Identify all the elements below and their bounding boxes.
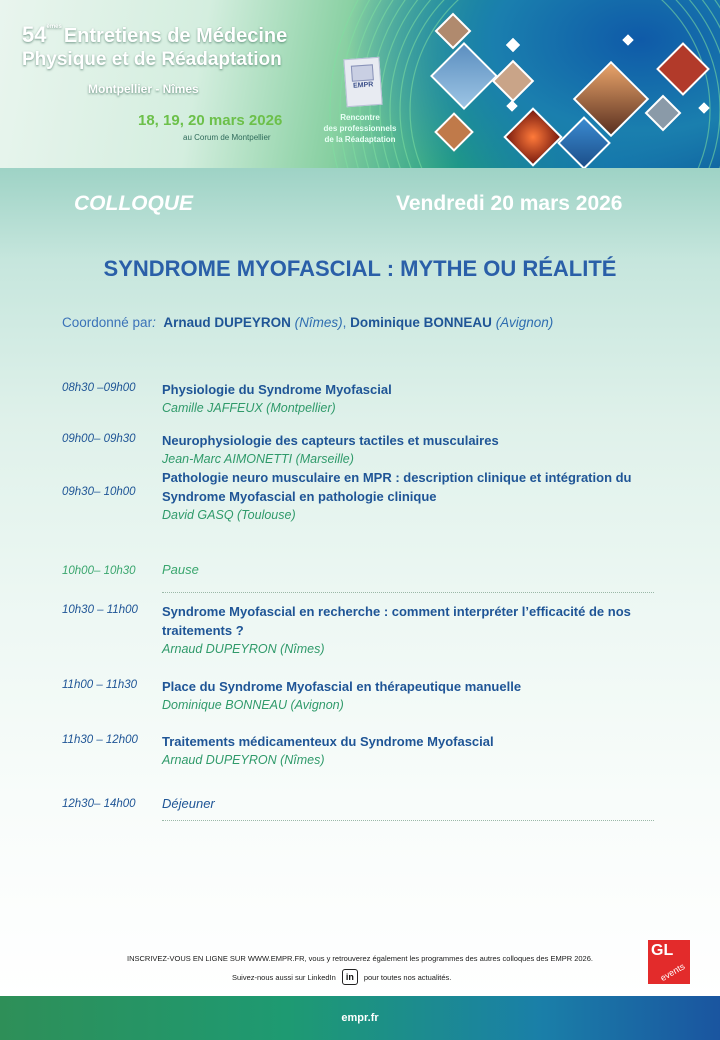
- edition-suffix: èmes: [46, 24, 62, 30]
- talk-title: Physiologie du Syndrome Myofascial: [162, 382, 392, 397]
- gl-events-logo: [648, 940, 690, 984]
- gl-logo-text: GL: [651, 942, 674, 959]
- talk-title: Syndrome Myofascial en recherche : comment interpréter l’efficacité de nos traitements ?: [162, 604, 631, 638]
- rencontre-line3: de la Réadaptation: [324, 135, 396, 144]
- talk-title: Place du Syndrome Myofascial en thérapeutique manuelle: [162, 679, 522, 694]
- slot-time: 09h30– 10h00: [62, 486, 136, 498]
- site-link[interactable]: empr.fr: [341, 1012, 379, 1024]
- pause-label: Pause: [162, 562, 199, 577]
- coordinator-city: (Avignon): [495, 315, 554, 330]
- follow-text: Suivez-nous aussi sur LinkedIn: [232, 972, 336, 982]
- talk-speaker: Dominique BONNEAU (Avignon): [162, 698, 344, 712]
- event-title-line1: [22, 22, 287, 48]
- event-venue: au Corum de Montpellier: [183, 133, 271, 142]
- inscription-notice: INSCRIVEZ-VOUS EN LIGNE SUR WWW.EMPR.FR, vous y retrouverez également les programmes des autres colloques des EMPR 2026.: [127, 954, 593, 963]
- follow-text-end: pour toutes nos actualités.: [363, 972, 452, 982]
- slot-time: 08h30 –09h00: [62, 382, 136, 394]
- logo-building-icon: [351, 64, 374, 81]
- event-city: Montpellier - Nîmes: [88, 82, 199, 96]
- edition-number: 54: [22, 22, 47, 47]
- empr-logo: [343, 57, 382, 107]
- talk-speaker: Jean-Marc AIMONETTI (Marseille): [162, 452, 354, 466]
- header-banner: [0, 0, 720, 168]
- coordinator-name: Arnaud DUPEYRON: [163, 315, 291, 330]
- rencontre-line2: des professionnels: [323, 124, 397, 133]
- lunch-label: Déjeuner: [162, 796, 215, 811]
- coordinators: [62, 315, 553, 330]
- talk-speaker: Camille JAFFEUX (Montpellier): [162, 401, 336, 415]
- slot-time: 11h30 – 12h00: [62, 734, 138, 746]
- talk-speaker: David GASQ (Toulouse): [162, 508, 296, 522]
- event-title-text1: Entretiens de Médecine: [63, 25, 288, 47]
- talk-speaker: Arnaud DUPEYRON (Nîmes): [162, 642, 325, 656]
- coord-prefix: Coordonné par: [62, 315, 153, 330]
- slot-time: 11h00 – 11h30: [62, 679, 138, 691]
- coordinator-city: (Nîmes): [294, 315, 343, 330]
- event-dates: 18, 19, 20 mars 2026: [138, 112, 283, 129]
- linkedin-icon[interactable]: in: [342, 969, 358, 985]
- coordinator-name: Dominique BONNEAU: [350, 315, 492, 330]
- rencontre-tagline: [312, 112, 408, 145]
- follow-line: [232, 969, 451, 985]
- event-title-line2: Physique et de Réadaptation: [22, 49, 282, 70]
- coord-separator: ,: [342, 315, 347, 330]
- slot-time: 09h00– 09h30: [62, 433, 136, 445]
- slot-time: 10h30 – 11h00: [62, 604, 138, 616]
- divider: [162, 820, 654, 821]
- event-title-block: [22, 22, 287, 71]
- coord-colon: :: [152, 315, 156, 330]
- rencontre-line1: Rencontre: [340, 113, 380, 122]
- talk-title: Neurophysiologie des capteurs tactiles et musculaires: [162, 433, 499, 448]
- session-date: Vendredi 20 mars 2026: [396, 192, 623, 215]
- slot-time: 12h30– 14h00: [62, 798, 136, 810]
- session-type: COLLOQUE: [74, 192, 193, 215]
- talk-title: Pathologie neuro musculaire en MPR : description clinique et intégration du Syndrome Myofascial en pathologie clinique: [162, 470, 632, 504]
- gl-logo-sub: events: [658, 961, 687, 984]
- page-title: SYNDROME MYOFASCIAL : MYTHE OU RÉALITÉ: [103, 256, 617, 281]
- slot-time: 10h00– 10h30: [62, 565, 136, 577]
- divider: [162, 592, 654, 593]
- talk-title: Traitements médicamenteux du Syndrome Myofascial: [162, 734, 494, 749]
- talk-speaker: Arnaud DUPEYRON (Nîmes): [162, 753, 325, 767]
- logo-text: EMPR: [352, 81, 374, 90]
